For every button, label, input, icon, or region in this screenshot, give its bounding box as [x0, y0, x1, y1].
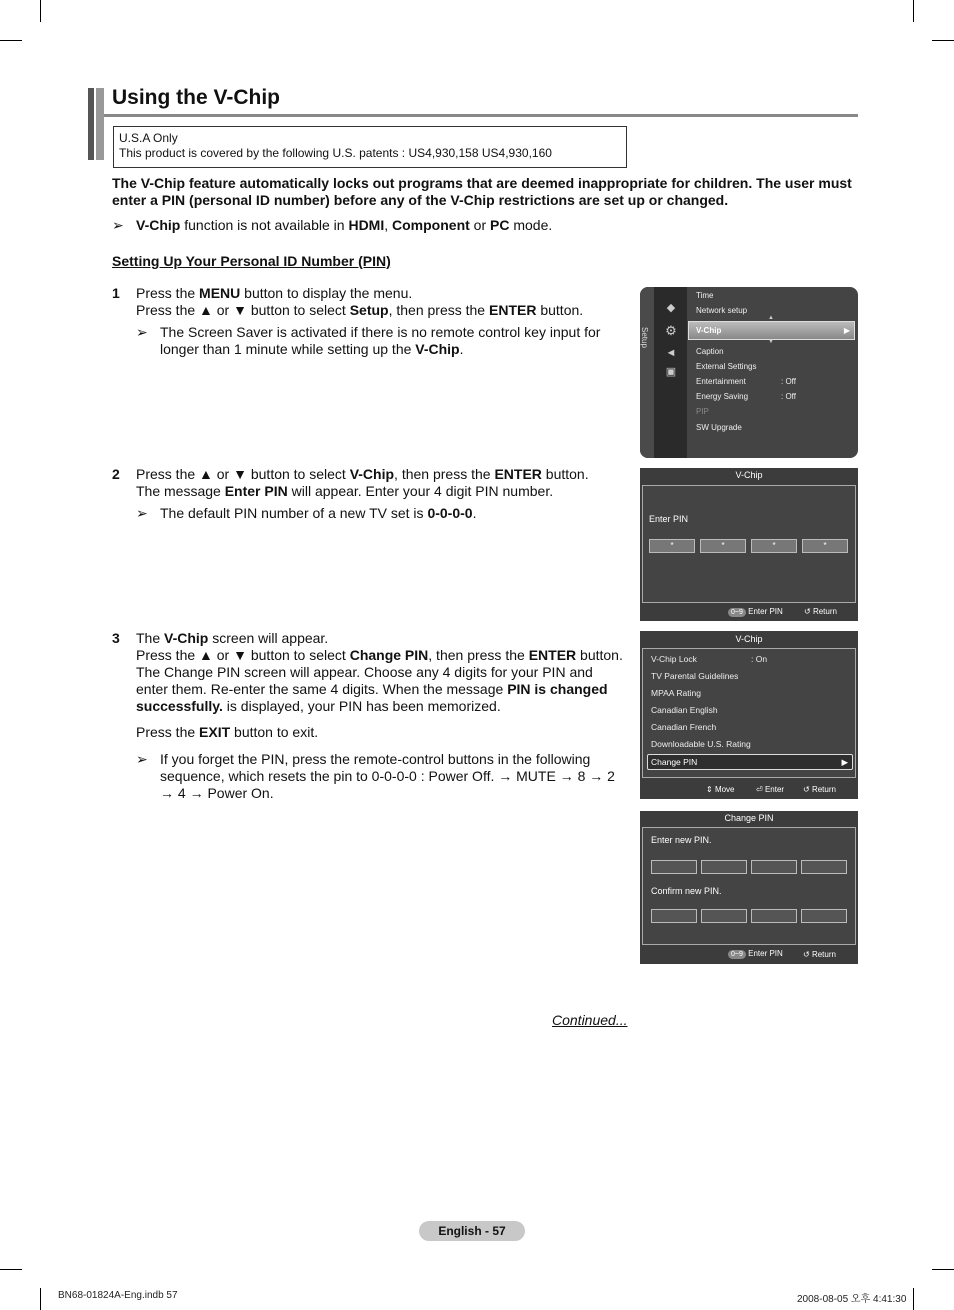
input-icon: ◄: [665, 347, 677, 359]
crop-mark: [0, 1269, 22, 1270]
step-number: 2: [112, 466, 120, 482]
menu-icon-column: [654, 287, 687, 458]
confirm-pin-digit-3[interactable]: [751, 909, 797, 923]
vchip-lock-value: : On: [751, 654, 768, 664]
step-number: 3: [112, 630, 120, 646]
crop-mark: [913, 0, 914, 22]
new-pin-digit-2[interactable]: [701, 860, 747, 874]
setup-menu-screen: [640, 287, 858, 458]
setup-tab-label: Setup: [640, 327, 649, 348]
crop-mark: [932, 40, 954, 41]
energy-saving-value: : Off: [781, 392, 796, 401]
enter-new-pin-label: Enter new PIN.: [651, 835, 712, 845]
return-hint: ↺ Return: [803, 785, 836, 794]
new-pin-digit-4[interactable]: [801, 860, 847, 874]
return-icon: ↺: [803, 785, 810, 794]
mpaa-rating-item[interactable]: MPAA Rating: [651, 688, 701, 698]
confirm-new-pin-label: Confirm new PIN.: [651, 886, 722, 896]
step-3: 3 The V-Chip screen will appear. Press the ▲ or ▼ button to select Change PIN, then press the ENTER button. The Change PIN screen will appear. Choose any 4 digits for your PIN and enter them. Re-enter the same 4 digits. When the message PIN is changed successfully. is displayed, your PIN has been memorized. Press the EXIT button to exit. ➢ If you forget the PIN, press the remote-control buttons in the following sequence, which resets the pin to 0-0-0-0 : Power Off. → MUTE → 8 → 2 → 4 → Power On.: [112, 630, 626, 802]
crop-mark: [932, 1269, 954, 1270]
picture-icon: ◆: [666, 302, 676, 314]
change-pin-screen: [640, 811, 858, 964]
downloadable-us-rating-item[interactable]: Downloadable U.S. Rating: [651, 739, 751, 749]
move-hint: ⇕ Move: [706, 785, 735, 794]
support-icon: ▣: [665, 366, 677, 378]
page-title: Using the V-Chip: [112, 86, 280, 109]
menu-item-entertainment[interactable]: Entertainment: [696, 377, 746, 386]
arrow-right-icon: ▶: [843, 326, 850, 335]
menu-item-pip: PIP: [696, 407, 709, 416]
step-note: ➢ The Screen Saver is activated if there is no remote control key input for longer than 1 minute while setting up the V-Chip.: [136, 324, 601, 357]
pin-digit-4[interactable]: *: [802, 539, 848, 553]
step-number: 1: [112, 285, 120, 301]
title-accent-bar: [96, 88, 104, 160]
screen-header: V-Chip: [735, 470, 763, 480]
setup-side-tab: [640, 287, 654, 458]
new-pin-digit-1[interactable]: [651, 860, 697, 874]
footer-file: BN68-01824A-Eng.indb 57: [58, 1290, 178, 1301]
canadian-english-item[interactable]: Canadian English: [651, 705, 718, 715]
return-hint: ↺ Return: [803, 950, 836, 959]
step-note: ➢ The default PIN number of a new TV set is 0-0-0-0.: [136, 505, 477, 521]
confirm-pin-digit-1[interactable]: [651, 909, 697, 923]
enter-pin-label: Enter PIN: [649, 514, 689, 524]
enter-hint: ⏎ Enter: [756, 785, 785, 794]
vchip-lock-item[interactable]: V-Chip Lock: [651, 654, 697, 664]
crop-mark: [913, 1288, 914, 1310]
return-hint: ↺ Return: [804, 607, 837, 616]
tv-parental-guidelines-item[interactable]: TV Parental Guidelines: [651, 671, 739, 681]
menu-item-network-setup[interactable]: Network setup: [696, 306, 748, 315]
note-arrow-icon: ➢: [136, 324, 148, 340]
return-icon: ↺: [804, 607, 811, 616]
footer-timestamp: 2008-08-05 오후 4:41:30: [797, 1294, 907, 1305]
step-1: 1 Press the MENU button to display the menu. Press the ▲ or ▼ button to select Setup, then press the ENTER button. ➢ The Screen Saver is activated if there is no remote control key input for longer than 1 minute while setting up the V-Chip.: [112, 285, 612, 358]
menu-item-vchip[interactable]: V-Chip ▶: [688, 321, 855, 340]
canadian-french-item[interactable]: Canadian French: [651, 722, 717, 732]
digits-badge: 0~9: [728, 608, 746, 617]
menu-item-external-settings[interactable]: External Settings: [696, 362, 757, 371]
vchip-screen: [640, 631, 858, 799]
note-arrow-icon: ➢: [112, 217, 124, 233]
enter-pin-screen: [640, 468, 858, 621]
scroll-up-icon: ▲: [768, 315, 774, 321]
step-2: 2 Press the ▲ or ▼ button to select V-Chip, then press the ENTER button. The message Enter PIN will appear. Enter your 4 digit PIN number. ➢ The default PIN number of a new TV set is 0-0-0-0.: [112, 466, 612, 522]
intro-paragraph: The V-Chip feature automatically locks out programs that are deemed inappropriate for children. The user must enter a PIN (personal ID number) before any of the V-Chip restrictions are set up or changed.: [112, 175, 852, 208]
scroll-down-icon: ▼: [768, 339, 774, 345]
usa-notice-box: [113, 126, 627, 168]
return-icon: ↺: [803, 950, 810, 959]
arrow-right-icon: ▶: [841, 757, 848, 767]
usa-only-label: U.S.A Only: [119, 131, 178, 145]
note-arrow-icon: ➢: [136, 505, 148, 521]
menu-item-time[interactable]: Time: [696, 291, 714, 300]
section-title: Setting Up Your Personal ID Number (PIN): [112, 253, 391, 269]
note-arrow-icon: ➢: [136, 751, 148, 767]
patent-notice: This product is covered by the following U.S. patents : US4,930,158 US4,930,160: [119, 146, 552, 160]
confirm-pin-digit-4[interactable]: [801, 909, 847, 923]
step-note: ➢ If you forget the PIN, press the remote-control buttons in the following sequence, which resets the pin to 0-0-0-0 : Power Off. → MUTE → 8 → 2 → 4 → Power On.: [136, 751, 615, 801]
title-accent-bar: [88, 88, 94, 160]
move-icon: ⇕: [706, 785, 713, 794]
vchip-availability-note: ➢ V-Chip function is not available in HDMI, Component or PC mode.: [112, 217, 553, 233]
crop-mark: [40, 0, 41, 22]
screen-footer: 0~9 Enter PIN: [728, 607, 783, 617]
menu-item-sw-upgrade[interactable]: SW Upgrade: [696, 423, 742, 432]
change-pin-item[interactable]: Change PIN ▶: [647, 754, 853, 770]
screen-footer: 0~9 Enter PIN: [728, 949, 783, 959]
pin-digit-3[interactable]: *: [751, 539, 797, 553]
page-number: English - 57: [419, 1221, 525, 1241]
new-pin-digit-3[interactable]: [751, 860, 797, 874]
crop-mark: [0, 40, 22, 41]
menu-item-caption[interactable]: Caption: [696, 347, 724, 356]
continued-label: Continued...: [552, 1012, 628, 1028]
entertainment-value: : Off: [781, 377, 796, 386]
digits-badge: 0~9: [728, 950, 746, 959]
crop-mark: [40, 1288, 41, 1310]
gear-icon: ⚙: [665, 323, 677, 338]
confirm-pin-digit-2[interactable]: [701, 909, 747, 923]
screen-header: V-Chip: [735, 634, 763, 644]
screen-header: Change PIN: [724, 813, 774, 823]
enter-icon: ⏎: [756, 785, 763, 794]
title-rule: [104, 114, 858, 117]
pin-digit-1[interactable]: *: [649, 539, 695, 553]
menu-item-energy-saving[interactable]: Energy Saving: [696, 392, 749, 401]
pin-digit-2[interactable]: *: [700, 539, 746, 553]
